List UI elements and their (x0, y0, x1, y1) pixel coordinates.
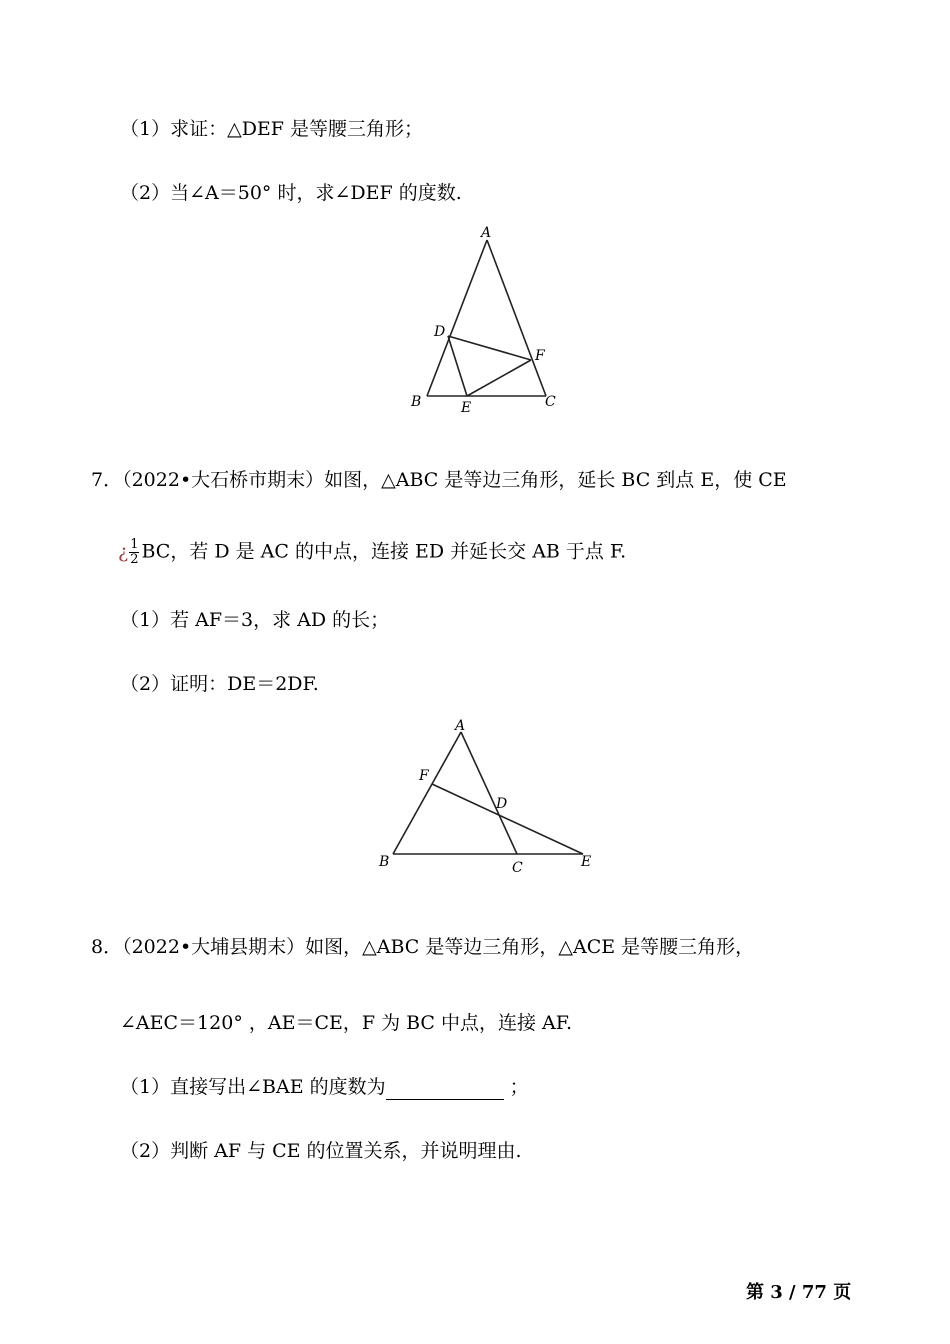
label-d: D (496, 796, 508, 812)
label-d: D (434, 324, 446, 340)
problem7-line2-text: BC，若 D 是 AC 的中点，连接 ED 并延长交 AB 于点 F. (141, 540, 627, 563)
label-b: B (379, 854, 390, 870)
problem8-part1-text: （1）直接写出∠BAE 的度数为 (120, 1076, 386, 1098)
problem7-figure (375, 712, 615, 882)
answer-blank[interactable] (386, 1079, 504, 1100)
problem8-line2: ∠AEC＝120° ，AE＝CE，F 为 BC 中点，连接 AF. (120, 1012, 573, 1034)
problem8-part2: （2）判断 AF 与 CE 的位置关系，并说明理由. (120, 1140, 522, 1162)
label-e: E (581, 854, 592, 870)
problem7-line2 (118, 538, 626, 567)
segment-ac (461, 732, 517, 854)
label-f: F (419, 768, 429, 784)
segment-de (448, 336, 467, 396)
segment-ef (467, 360, 531, 396)
problem8-part1 (120, 1074, 529, 1100)
label-e: E (461, 400, 472, 416)
problem7-part1: （1）若 AF＝3，求 AD 的长； (120, 609, 390, 631)
inverted-question-mark: ¿ (118, 540, 129, 563)
problem8-part1-end: ； (509, 1076, 529, 1098)
problem7-line1: 7．（2022•大石桥市期末）如图，△ABC 是等边三角形，延长 BC 到点 E，使 CE (91, 469, 787, 491)
label-a: A (481, 225, 492, 241)
label-c: C (512, 860, 523, 876)
segment-df (448, 336, 531, 360)
label-b: B (411, 394, 422, 410)
problem7-part2: （2）证明：DE＝2DF. (120, 673, 319, 695)
segment-ab (427, 240, 487, 396)
label-f: F (535, 348, 545, 364)
segment-fe (432, 784, 583, 854)
label-a: A (455, 718, 466, 734)
problem6-part1: （1）求证：△DEF 是等腰三角形； (120, 118, 424, 140)
problem8-line1: 8．（2022•大埔县期末）如图，△ABC 是等边三角形，△ACE 是等腰三角形， (91, 936, 755, 958)
page-number: 第 3 / 77 页 (746, 1282, 852, 1303)
fraction-one-half: $\frac{1}{2}$ (130, 537, 139, 567)
label-c: C (545, 394, 556, 410)
problem6-part2: （2）当∠A＝50° 时，求∠DEF 的度数. (120, 182, 462, 204)
segment-ac (487, 240, 546, 396)
problem6-figure (405, 222, 565, 422)
